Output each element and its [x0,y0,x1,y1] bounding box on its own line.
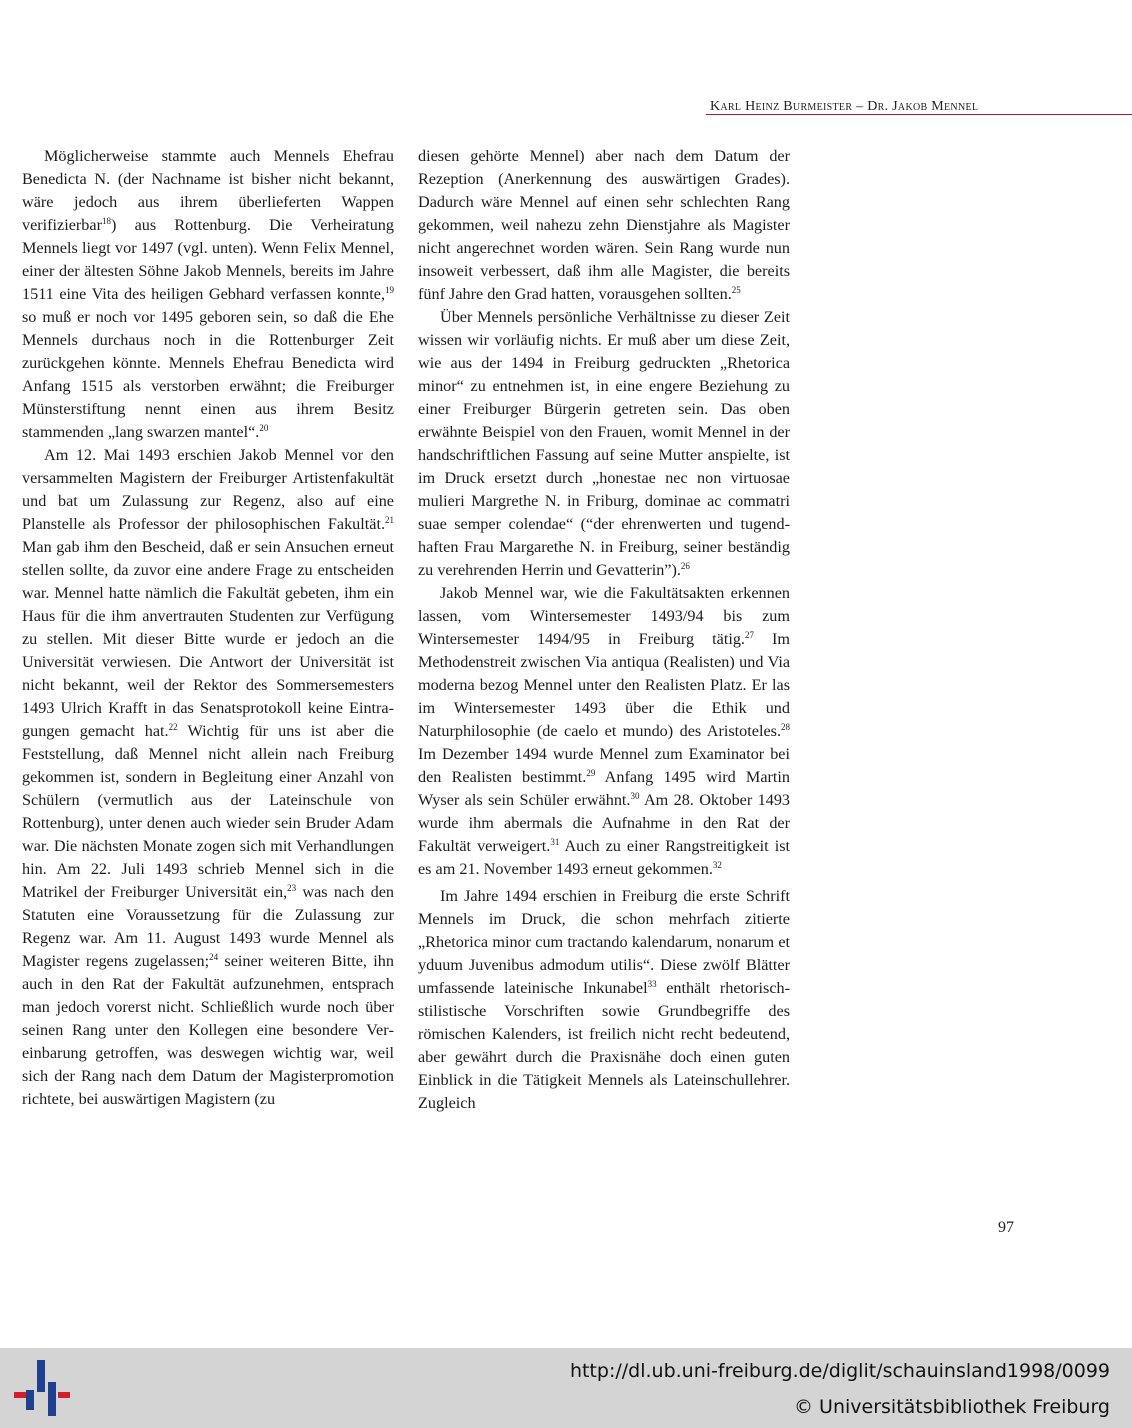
page-number: 97 [998,1219,1014,1236]
text-run: Am 12. Mai 1493 erschien Jakob Mennel vor den versammelten Magistern der Freiburger Artistenfakultät und bat um Zulassung zur Regenz, also auf eine Planstelle als Professor der philosophischen Fakultät. [22,446,394,533]
source-url-link[interactable]: http://dl.ub.uni-freiburg.de/diglit/schauinsland1998/0099 [569,1360,1110,1382]
text-run: Anfang 1495 wird Martin Wyser als sein Schüler erwähnt. [418,768,790,809]
ub-freiburg-logo-icon [14,1360,70,1416]
paragraph [418,145,790,306]
running-title: Karl Heinz Burmeister – Dr. Jakob Mennel [710,99,979,114]
footnote-ref: 30 [630,791,640,801]
footnote-ref: 26 [680,561,690,571]
footnote-ref: 29 [586,768,596,778]
paragraph [418,306,790,582]
paragraph [418,582,790,881]
text-run: Im Dezember 1494 wurde Mennel zum Examinator bei den Realisten bestimmt. [418,745,790,786]
text-run: ) aus Rottenburg. Die Verheiratung Mennels liegt vor 1497 (vgl. unten). Wenn Felix Mennel, einer der ältesten Söhne Jakob Mennels, bereits im Jahre 1511 eine Vita des heiligen Gebhard verfassen konnte, [22,216,394,303]
text-run: Über Mennels persönliche Verhältnisse zu dieser Zeit wissen wir vorläufig nichts. Er muß aber um diese Zeit, wie aus der 1494 in Freiburg gedruckten „Rhetorica minor“ zu entnehmen ist, in eine engere Beziehung zu einer Freiburger Bürgerin getreten sein. Das oben erwähnte Beispiel von den Frauen, womit Mennel in der handschriftlichen Fassung auf seine Mutter anspielte, ist im Druck ersetzt durch „honestae nec non virtuosae mulieri Margrethe N. in Friburg, dominae ac commatri suae semper colendae“ (“der ehrenwerten und tugendhaften Frau Margarethe N. in Freiburg, seiner beständig zu verehrenden Herrin und Gevatterin”). [418,308,790,579]
text-run: Im Jahre 1494 erschien in Freiburg die erste Schrift Mennels im Druck, die schon mehrfach zitierte „Rhetorica minor cum tractando kalendarum, nonarum et yduum Juvenibus admodum utilis“. Diese zwölf Blätter umfassende lateinische Inkunabel [418,887,790,997]
copyright-notice: © Universitätsbibliothek Freiburg [794,1396,1110,1418]
footnote-ref: 22 [168,722,178,732]
text-run: Möglicherweise stammte auch Mennels Ehefrau Benedicta N. (der Nachname ist bisher nicht bekannt, wäre jedoch aus ihrem überlieferten Wappen verifizierbar [22,147,394,234]
footnote-ref: 19 [385,285,394,295]
footnote-ref: 31 [550,837,560,847]
text-run: so muß er noch vor 1495 geboren sein, so daß die Ehe Mennels durchaus noch in die Rottenburger Zeit zurückgehen könnte. Mennels Ehefrau Benedicta wird Anfang 1515 als verstorben erwähnt; die Freiburger Münsterstiftung nennt einen aus ihrem Besitz stammenden „lang swarzen mantel“. [22,308,394,441]
text-run: was nach den Statuten eine Voraussetzung für die Zulassung zur Regenz war. Am 11. August 1493 wurde Mennel als Magister regens zugelassen; [22,883,394,970]
footnote-ref: 28 [781,722,790,732]
running-header [710,99,1014,115]
text-run: Wichtig für uns ist aber die Feststellung, daß Mennel nicht allein nach Freiburg gekommen ist, sondern in Begleitung einer Anzahl von Schülern (vermutlich aus der Lateinschule von Rottenburg), unter denen auch wieder sein Bruder Adam war. Die nächsten Monate zogen sich mit Verhandlungen hin. Am 22. Juli 1493 schrieb Mennel sich in die Matrikel der Freiburger Universität ein, [22,722,394,901]
text-run: Jakob Mennel war, wie die Fakultätsakten erkennen lassen, vom Wintersemester 1493/94 bis zum Wintersemester 1494/95 in Freiburg tätig. [418,584,790,648]
text-run: Man gab ihm den Bescheid, daß er sein Ansuchen erneut stellen sollte, da zuvor eine andere Frage zu entscheiden war. Mennel hatte nämlich die Fakultät gebeten, ihm ein Haus für die ihm anvertrauten Studenten zur Verfügung zu stellen. Mit dieser Bitte wurde er jedoch an die Universität verwiesen. Die Antwort der Universität ist nicht bekannt, weil der Rektor des Sommersemesters 1493 Ulrich Krafft in das Senatsprotokoll keine Eintragungen gemacht hat. [22,538,394,740]
footnote-ref: 27 [744,630,754,640]
text-run: Auch zu einer Rangstreitigkeit ist es am 21. November 1493 erneut gekommen. [418,837,790,878]
footnote-ref: 18 [101,216,111,226]
text-run: diesen gehörte Mennel) aber nach dem Datum der Rezeption (Anerkennung des auswärtigen Grades). Dadurch wäre Mennel auf einen sehr schlechten Rang gekommen, weil nahezu zehn Dienstjahre als Magister nicht angerechnet worden wären. Sein Rang wurde nun insoweit verbessert, daß ihm alle Magister, die bereits fünf Jahre den Grad hatten, vorausgehen sollten. [418,147,790,303]
footnote-ref: 32 [712,860,722,870]
text-column-left [22,145,394,1111]
footnote-ref: 20 [259,423,269,433]
text-run: Im Methodenstreit zwischen Via antiqua (Realisten) und Via moderna bezog Mennel unter den Realisten Platz. Er las im Wintersemester 1493 über die Ethik und Naturphilosophie (de caelo et mundo) des Aristoteles. [418,630,790,740]
paragraph [22,145,394,444]
footnote-ref: 25 [731,285,741,295]
footer-bar [0,1348,1132,1428]
header-rule [706,114,1132,115]
paragraph [22,444,394,1111]
text-column-right [418,145,790,1115]
text-run: Am 28. Oktober 1493 wurde ihm abermals die Aufnahme in den Rat der Fakultät verweigert. [418,791,791,855]
text-run: seiner weiteren Bitte, ihn auch in den Rat der Fakultät aufzunehmen, entsprach man jedoch vorerst nicht. Schließlich wurde noch über seinen Rang unter den Kollegen eine besondere Vereinbarung getroffen, was deswegen wichtig war, weil sich der Rang nach dem Datum der Magisterpromotion richtete, bei auswärtigen Magistern (zu [22,952,394,1108]
footnote-ref: 24 [209,952,219,962]
footnote-ref: 23 [287,883,297,893]
footnote-ref: 33 [647,979,657,989]
paragraph [418,885,790,1115]
text-run: enthält rhetorisch-stilistische Vorschriften sowie Grundbegriffe des römischen Kalenders, ist freilich nicht recht bedeutend, aber gewährt durch die Praxisnähe doch einen guten Einblick in die Tätigkeit Mennels als Lateinschullehrer. Zugleich [418,979,790,1112]
footnote-ref: 21 [385,515,394,525]
